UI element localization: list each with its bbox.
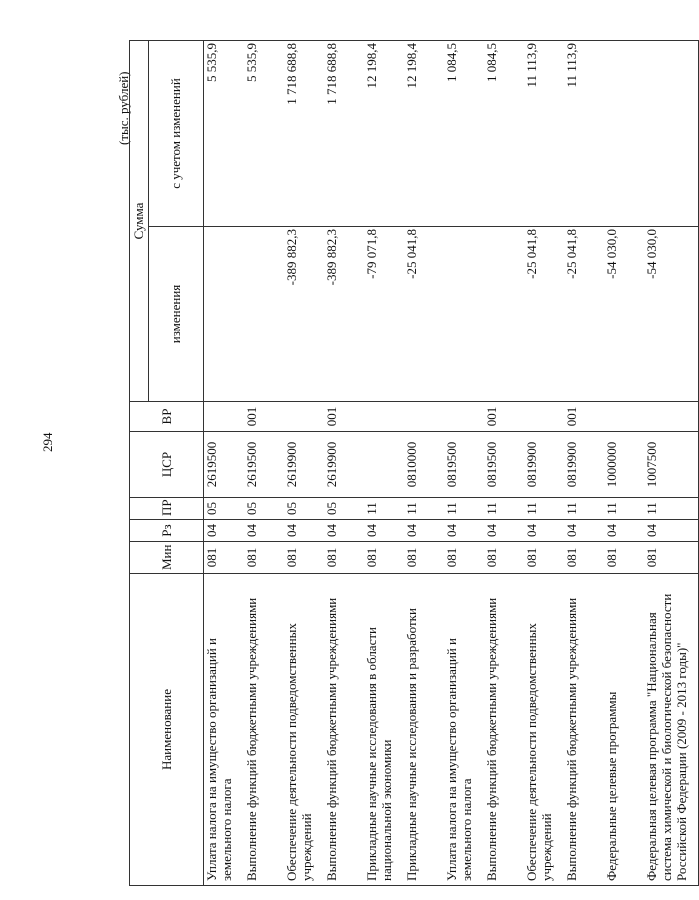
header-rz: Рз (130, 520, 204, 542)
cell-min: 081 (524, 542, 564, 574)
cell-rz: 04 (524, 520, 564, 542)
cell-csr: 0810000 (404, 432, 444, 498)
cell-min: 081 (284, 542, 324, 574)
cell-vr (364, 402, 404, 432)
cell-csr: 1000000 (604, 432, 644, 498)
cell-vr: 001 (324, 402, 364, 432)
cell-csr: 0819900 (564, 432, 604, 498)
cell-with-change: 11 113,9 (524, 41, 564, 227)
cell-name: Уплата налога на имущество организаций и земельного налога (444, 574, 484, 886)
header-pr: ПР (130, 498, 204, 520)
cell-name: Федеральная целевая программа "Национальная система химической и биологической безопасности Российской Федерации (2009 - 2013 годы)" (644, 574, 699, 886)
cell-change: -389 882,3 (324, 227, 364, 402)
cell-pr: 11 (604, 498, 644, 520)
cell-pr: 05 (284, 498, 324, 520)
table-row (444, 41, 484, 886)
header-vr: ВР (130, 402, 204, 432)
cell-pr: 11 (564, 498, 604, 520)
cell-csr: 2619900 (324, 432, 364, 498)
cell-name: Выполнение функций бюджетными учреждениями (564, 574, 604, 886)
cell-vr (604, 402, 644, 432)
cell-rz: 04 (644, 520, 699, 542)
cell-pr: 11 (644, 498, 699, 520)
cell-with-change: 1 084,5 (484, 41, 524, 227)
cell-change: -389 882,3 (284, 227, 324, 402)
cell-min: 081 (204, 542, 245, 574)
cell-name: Выполнение функций бюджетными учреждениями (244, 574, 284, 886)
cell-pr: 11 (364, 498, 404, 520)
header-change: изменения (149, 227, 204, 402)
cell-rz: 04 (444, 520, 484, 542)
cell-rz: 04 (204, 520, 245, 542)
table-row (564, 41, 604, 886)
page-number: 294 (40, 432, 55, 452)
cell-pr: 11 (524, 498, 564, 520)
cell-name: Прикладные научные исследования и разработки (404, 574, 444, 886)
cell-pr: 11 (404, 498, 444, 520)
header-with-change: с учетом изменений (149, 41, 204, 227)
cell-name: Обеспечение деятельности подведомственных учреждений (524, 574, 564, 886)
cell-min: 081 (604, 542, 644, 574)
cell-name: Федеральные целевые программы (604, 574, 644, 886)
cell-pr: 05 (244, 498, 284, 520)
cell-csr: 0819500 (444, 432, 484, 498)
cell-min: 081 (364, 542, 404, 574)
cell-name: Выполнение функций бюджетными учреждениями (484, 574, 524, 886)
cell-with-change (644, 41, 699, 227)
cell-with-change: 1 718 688,8 (324, 41, 364, 227)
cell-rz: 04 (324, 520, 364, 542)
cell-rz: 04 (404, 520, 444, 542)
cell-with-change: 11 113,9 (564, 41, 604, 227)
cell-pr: 11 (484, 498, 524, 520)
cell-vr (524, 402, 564, 432)
cell-csr: 2619500 (204, 432, 245, 498)
table-row (204, 41, 245, 886)
cell-min: 081 (644, 542, 699, 574)
cell-change (204, 227, 245, 402)
cell-name: Уплата налога на имущество организаций и земельного налога (204, 574, 245, 886)
cell-min: 081 (444, 542, 484, 574)
cell-with-change: 5 535,9 (244, 41, 284, 227)
cell-rz: 04 (284, 520, 324, 542)
table-row (284, 41, 324, 886)
units-label: (тыс. рублей) (116, 71, 131, 145)
cell-change (484, 227, 524, 402)
header-name: Наименование (130, 574, 204, 886)
cell-rz: 04 (244, 520, 284, 542)
cell-with-change: 1 084,5 (444, 41, 484, 227)
cell-change: -54 030,0 (604, 227, 644, 402)
cell-rz: 04 (364, 520, 404, 542)
cell-change: -25 041,8 (404, 227, 444, 402)
cell-csr: 2619500 (244, 432, 284, 498)
cell-min: 081 (484, 542, 524, 574)
cell-vr: 001 (484, 402, 524, 432)
cell-change (244, 227, 284, 402)
cell-csr: 0819500 (484, 432, 524, 498)
budget-table (129, 40, 699, 886)
rotated-page (0, 30, 690, 890)
cell-pr: 11 (444, 498, 484, 520)
cell-vr (204, 402, 245, 432)
table-row (644, 41, 699, 886)
cell-min: 081 (324, 542, 364, 574)
table-row (404, 41, 444, 886)
cell-rz: 04 (564, 520, 604, 542)
cell-change (444, 227, 484, 402)
header-min: Мин (130, 542, 204, 574)
header-sum: Сумма (130, 41, 149, 402)
cell-with-change (604, 41, 644, 227)
cell-csr: 0819900 (524, 432, 564, 498)
table-row (324, 41, 364, 886)
cell-with-change: 12 198,4 (364, 41, 404, 227)
table-row (244, 41, 284, 886)
cell-vr (644, 402, 699, 432)
cell-name: Выполнение функций бюджетными учреждениями (324, 574, 364, 886)
cell-pr: 05 (324, 498, 364, 520)
cell-min: 081 (244, 542, 284, 574)
cell-with-change: 12 198,4 (404, 41, 444, 227)
table-row (364, 41, 404, 886)
cell-pr: 05 (204, 498, 245, 520)
cell-rz: 04 (484, 520, 524, 542)
cell-change: -79 071,8 (364, 227, 404, 402)
cell-name: Обеспечение деятельности подведомственных учреждений (284, 574, 324, 886)
cell-csr (364, 432, 404, 498)
header-csr: ЦСР (130, 432, 204, 498)
cell-min: 081 (404, 542, 444, 574)
table-row (484, 41, 524, 886)
cell-change: -54 030,0 (644, 227, 699, 402)
cell-vr (284, 402, 324, 432)
cell-min: 081 (564, 542, 604, 574)
cell-vr (404, 402, 444, 432)
cell-name: Прикладные научные исследования в области национальной экономики (364, 574, 404, 886)
cell-change: -25 041,8 (564, 227, 604, 402)
cell-vr: 001 (564, 402, 604, 432)
cell-vr: 001 (244, 402, 284, 432)
table-row (524, 41, 564, 886)
cell-with-change: 1 718 688,8 (284, 41, 324, 227)
cell-rz: 04 (604, 520, 644, 542)
table-row (604, 41, 644, 886)
cell-with-change: 5 535,9 (204, 41, 245, 227)
table-body (204, 41, 699, 886)
cell-vr (444, 402, 484, 432)
cell-csr: 2619900 (284, 432, 324, 498)
cell-csr: 1007500 (644, 432, 699, 498)
cell-change: -25 041,8 (524, 227, 564, 402)
